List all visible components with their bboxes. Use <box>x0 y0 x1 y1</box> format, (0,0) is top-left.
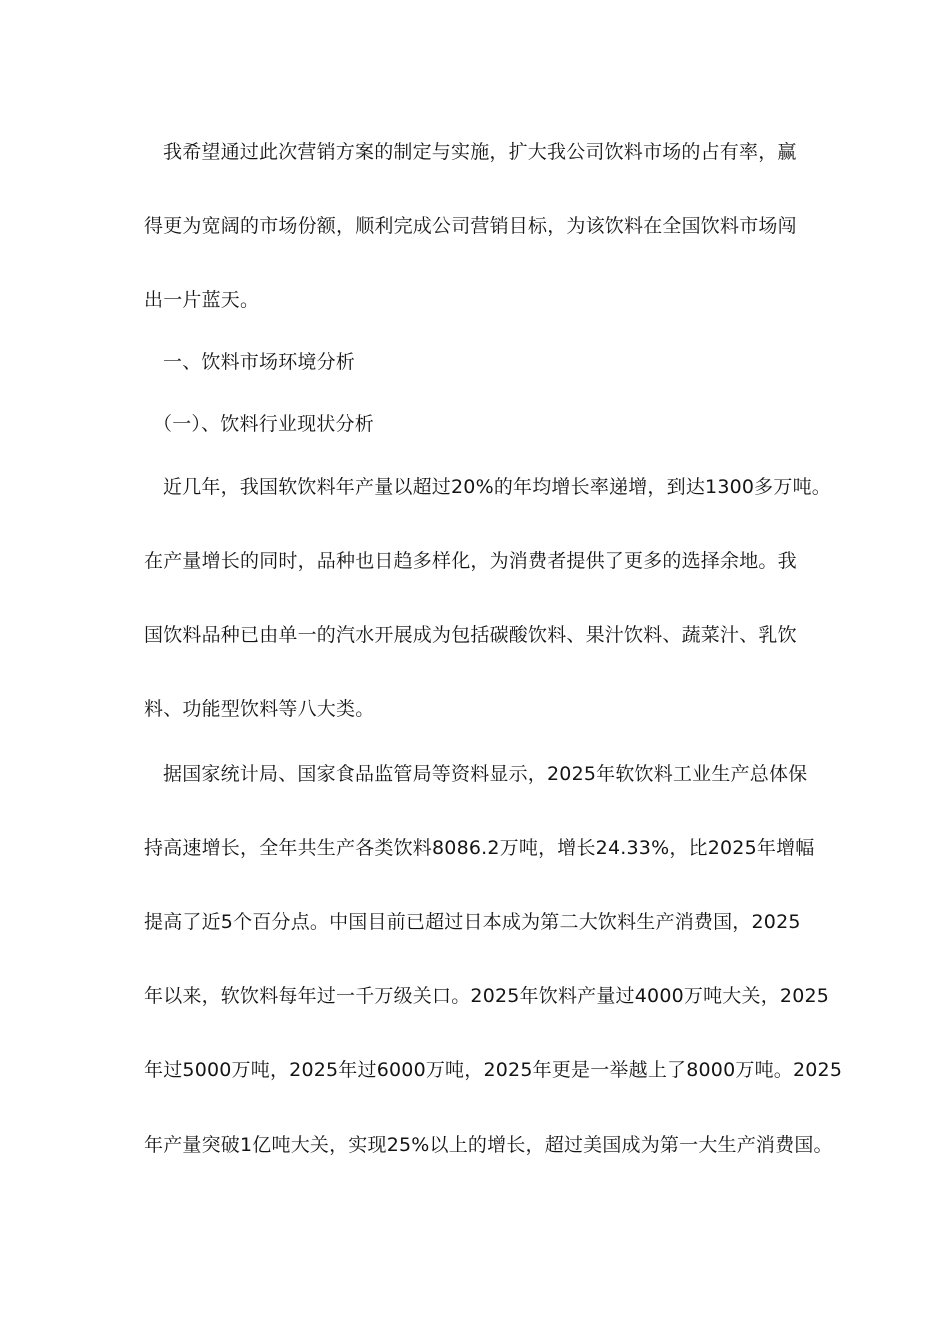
intro-line-2: 得更为宽阔的市场份额，顺利完成公司营销目标，为该饮料在全国饮料市场闯 <box>144 215 797 237</box>
paragraph2-line-5: 年过5000万吨，2025年过6000万吨，2025年更是一举越上了8000万吨。2025 <box>144 1059 843 1081</box>
paragraph2-line-1: 据国家统计局、国家食品监管局等资料显示，2025年软饮料工业生产总体保 <box>163 763 808 785</box>
paragraph1-line-1: 近几年，我国软饮料年产量以超过20%的年均增长率递增，到达1300多万吨。 <box>163 476 831 498</box>
intro-line-3: 出一片蓝天。 <box>144 289 260 311</box>
paragraph2-line-2: 持高速增长，全年共生产各类饮料8086.2万吨，增长24.33%，比2025年增幅 <box>144 837 815 859</box>
paragraph1-line-4: 料、功能型饮料等八大类。 <box>144 698 375 720</box>
intro-line-1: 我希望通过此次营销方案的制定与实施，扩大我公司饮料市场的占有率，赢 <box>163 141 797 163</box>
paragraph2-line-6: 年产量突破1亿吨大关，实现25%以上的增长，超过美国成为第一大生产消费国。 <box>144 1134 833 1156</box>
paragraph1-line-3: 国饮料品种已由单一的汽水开展成为包括碳酸饮料、果汁饮料、蔬菜汁、乳饮 <box>144 624 797 646</box>
paragraph2-line-3: 提高了近5个百分点。中国目前已超过日本成为第二大饮料生产消费国，2025 <box>144 911 801 933</box>
section-heading: 一、饮料市场环境分析 <box>163 351 356 373</box>
subsection-heading: （一）、饮料行业现状分析 <box>153 413 374 435</box>
paragraph1-line-2: 在产量增长的同时，品种也日趋多样化，为消费者提供了更多的选择余地。我 <box>144 550 797 572</box>
paragraph2-line-4: 年以来，软饮料每年过一千万级关口。2025年饮料产量过4000万吨大关，2025 <box>144 985 830 1007</box>
